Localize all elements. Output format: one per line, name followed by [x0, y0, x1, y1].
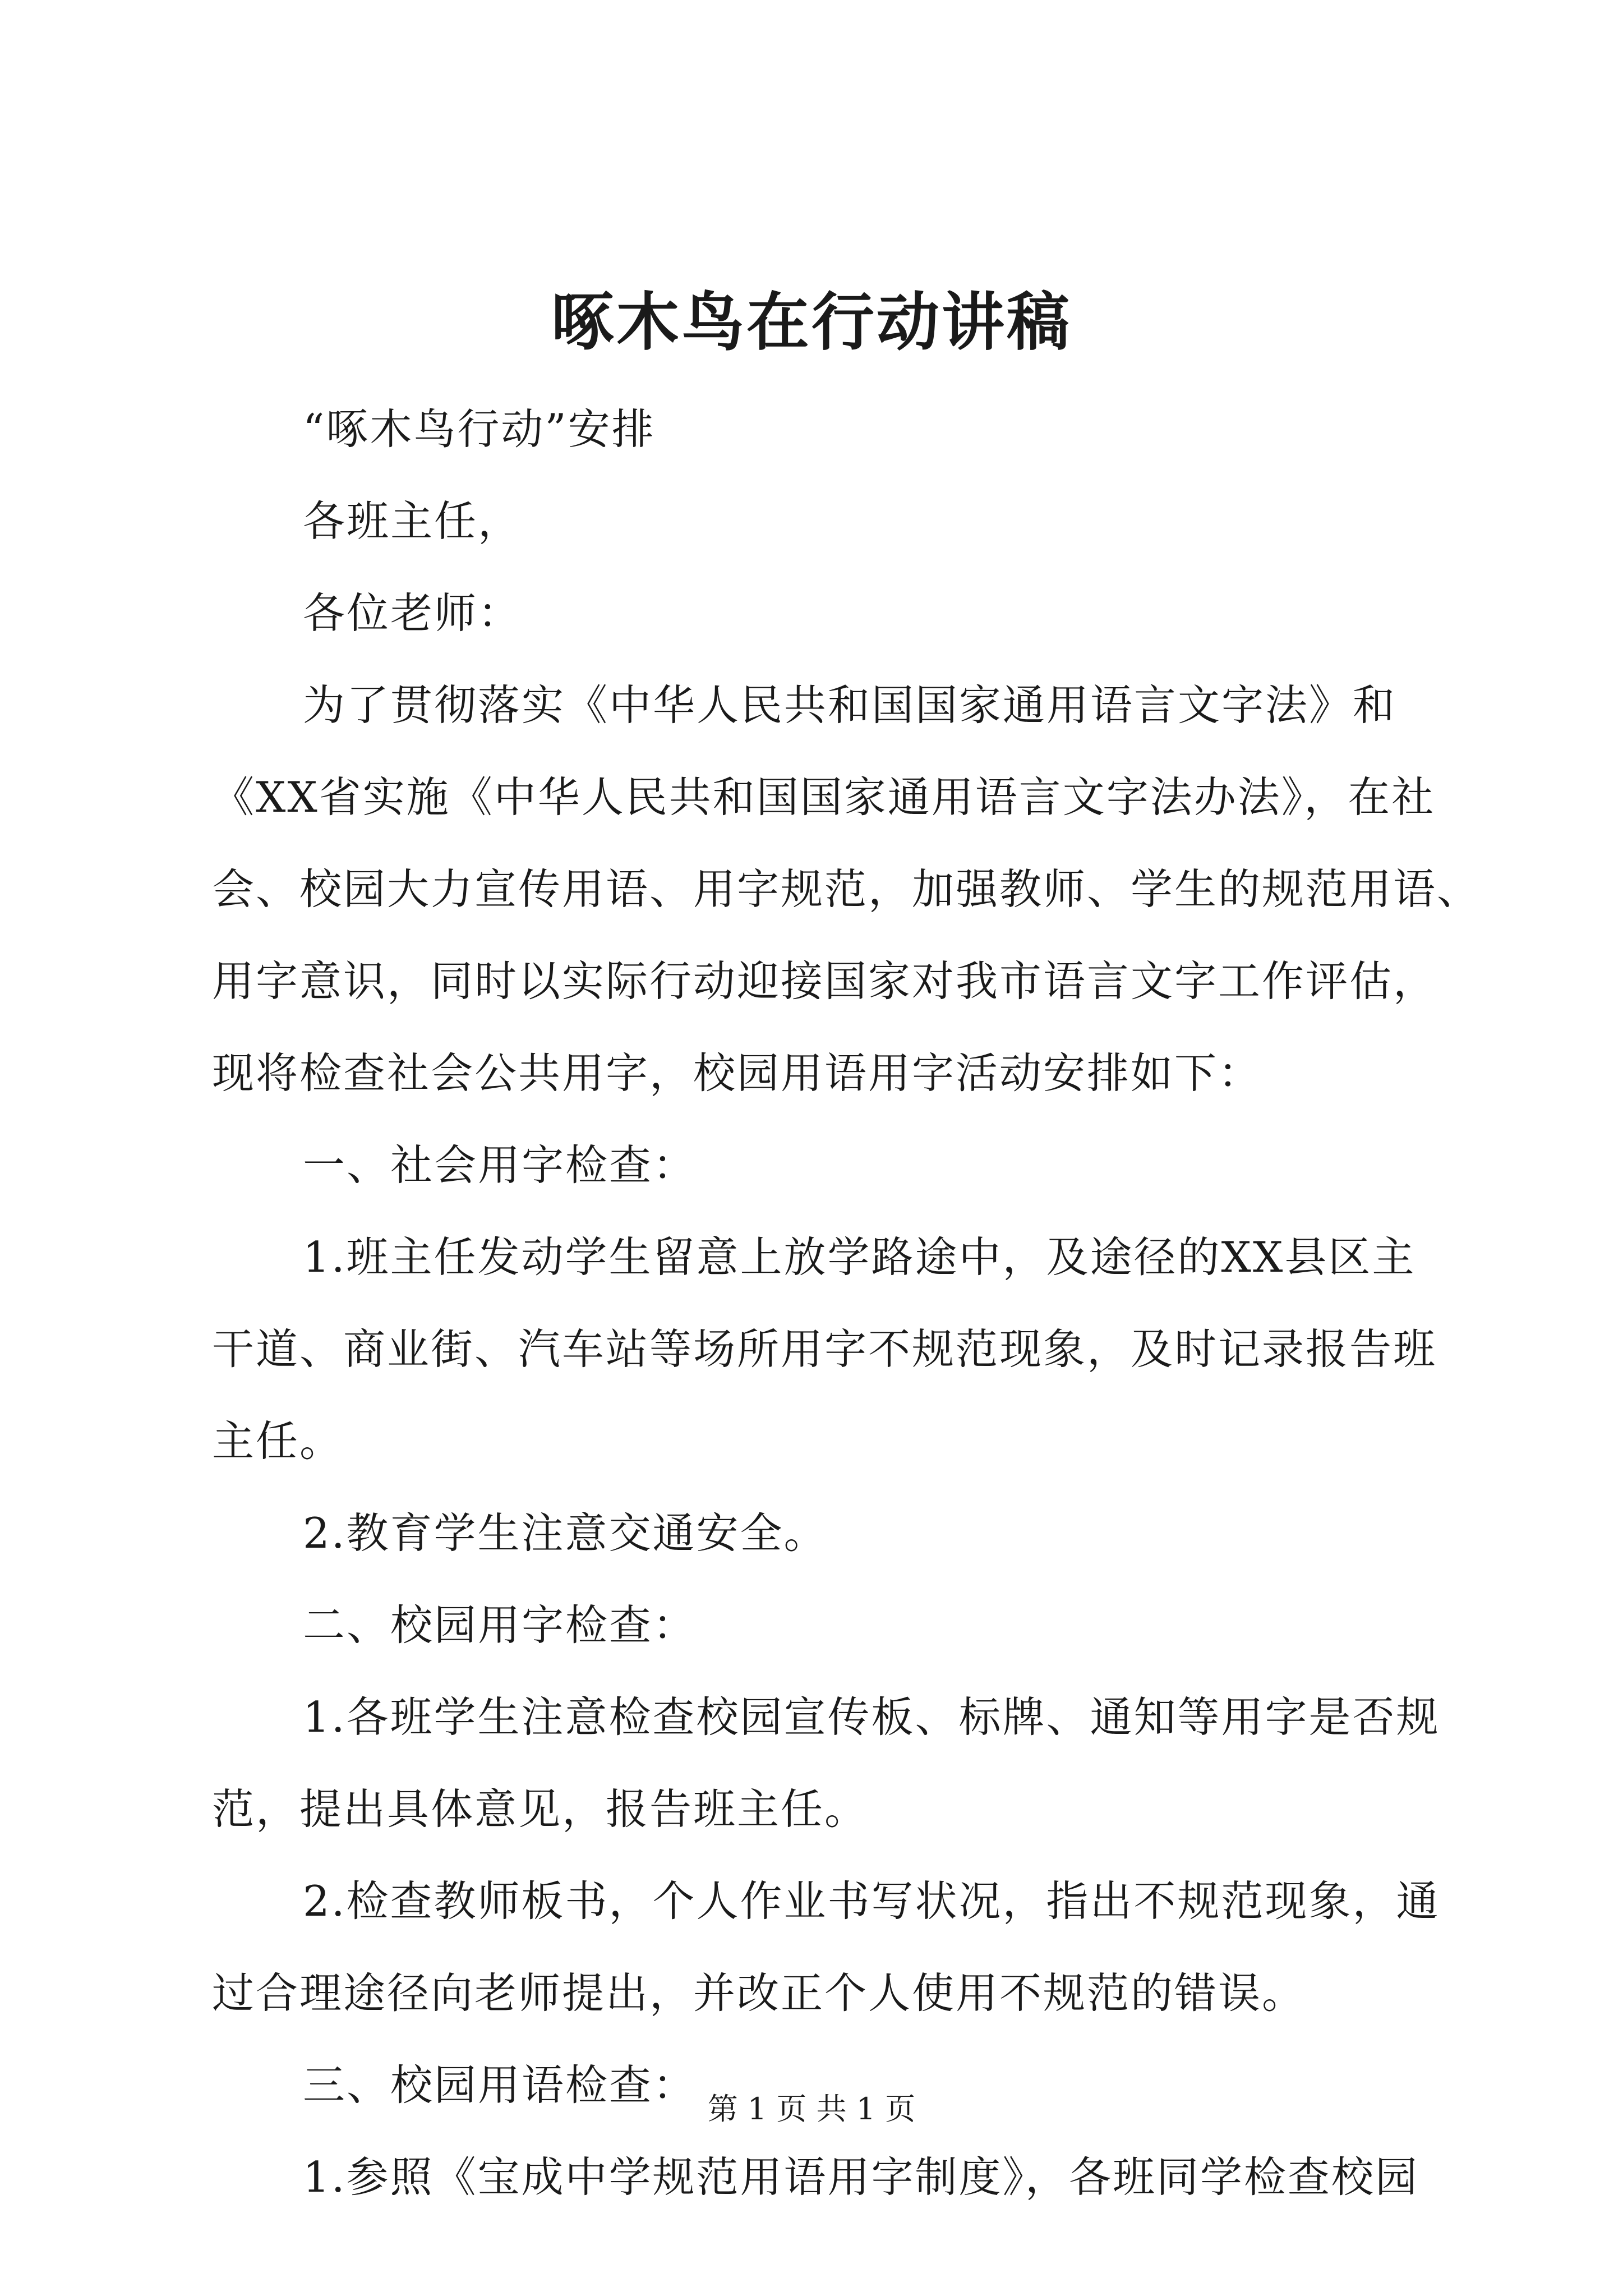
document-body	[212, 383, 1481, 2223]
body-line: 三、校园用语检查：	[303, 2060, 697, 2110]
body-line: 1.班主任发动学生留意上放学路途中，及途径的XX县区主	[303, 1232, 1416, 1282]
body-line: 现将检查社会公共用字，校园用语用字活动安排如下：	[212, 1048, 1262, 1098]
body-line: 2.检查教师板书，个人作业书写状况，指出不规范现象，通	[303, 1876, 1440, 1926]
body-line: 2.教育学生注意交通安全。	[303, 1508, 828, 1558]
page-footer: 第 1 页 共 1 页	[707, 2091, 916, 2127]
body-line: 主任。	[212, 1416, 344, 1466]
body-line: 1.参照《宝成中学规范用语用字制度》，各班同学检查校园	[303, 2152, 1419, 2202]
body-line: 各班主任，	[303, 496, 522, 546]
body-line: 二、校园用字检查：	[303, 1600, 697, 1650]
body-line: “啄木鸟行动”安排	[303, 404, 656, 454]
body-line: 《XX省实施《中华人民共和国国家通用语言文字法办法》，在社	[212, 772, 1436, 822]
body-line: 各位老师：	[303, 588, 522, 638]
body-line: 范，提出具体意见，报告班主任。	[212, 1784, 869, 1834]
body-line: 干道、商业街、汽车站等场所用字不规范现象，及时记录报告班	[212, 1324, 1437, 1374]
body-line: 会、校园大力宣传用语、用字规范，加强教师、学生的规范用语、	[212, 864, 1481, 914]
document-title: 啄木鸟在行动讲稿	[551, 286, 1072, 359]
body-line: 一、社会用字检查：	[303, 1140, 697, 1190]
body-line: 过合理途径向老师提出，并改正个人使用不规范的错误。	[212, 1968, 1306, 2018]
body-line: 1.各班学生注意检查校园宣传板、标牌、通知等用字是否规	[303, 1692, 1440, 1742]
body-line: 用字意识，同时以实际行动迎接国家对我市语言文字工作评估，	[212, 956, 1437, 1006]
body-line: 为了贯彻落实《中华人民共和国国家通用语言文字法》和	[303, 680, 1397, 730]
